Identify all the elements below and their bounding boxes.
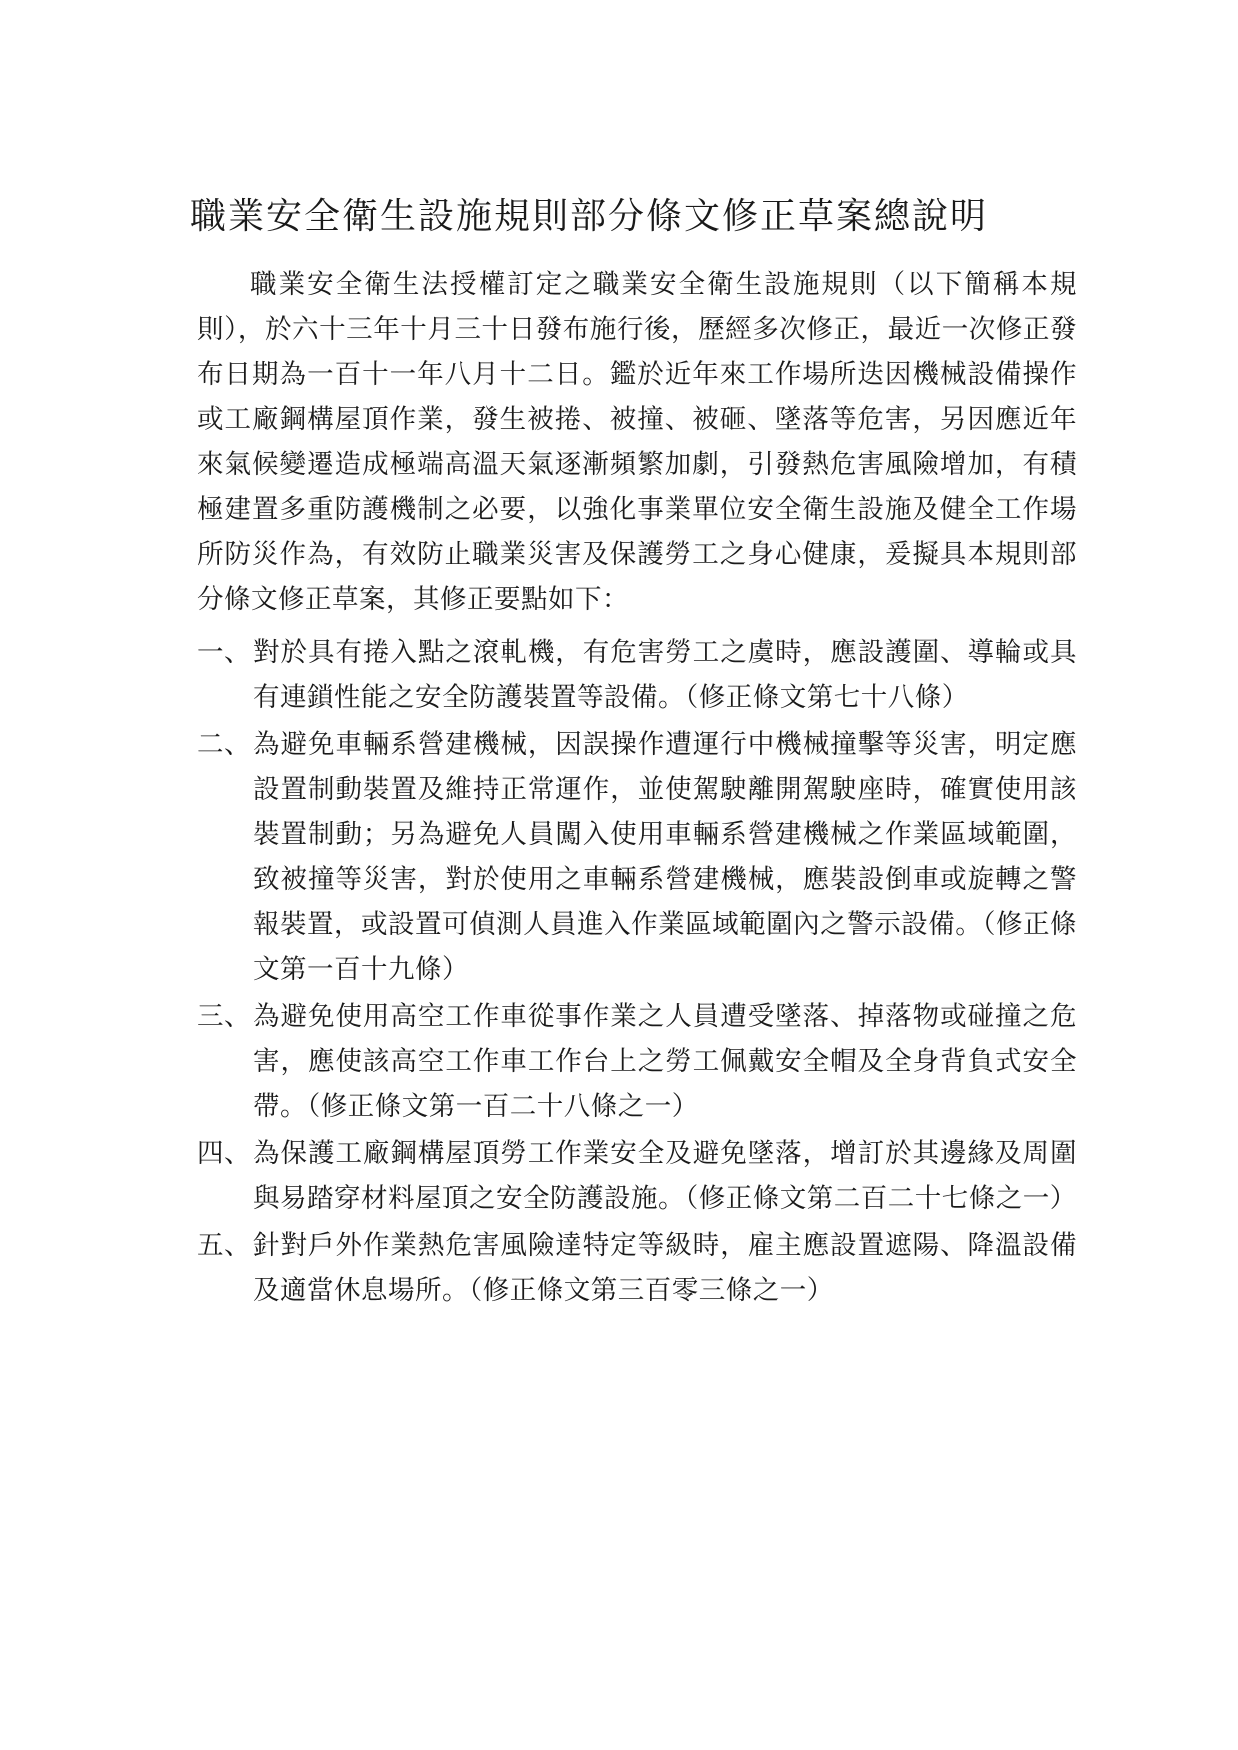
intro-paragraph: 職業安全衛生法授權訂定之職業安全衛生設施規則（以下簡稱本規則），於六十三年十月三十日發布施行後，歷經多次修正，最近一次修正發布日期為一百十一年八月十二日。鑑於近年來工作場所迭因機械設備操作或工廠鋼構屋頂作業，發生被捲、被撞、被砸、墜落等危害，另因應近年來氣候變遷造成極端高溫天氣逐漸頻繁加劇，引發熱危害風險增加，有積極建置多重防護機制之必要，以強化事業單位安全衛生設施及健全工作場所防災作為，有效防止職業災害及保護勞工之身心健康，爰擬具本規則部分條文修正草案，其修正要點如下： — [197, 269, 1077, 615]
amendment-points-list — [197, 630, 1077, 1315]
point-number: 五、 — [197, 1230, 251, 1261]
point-text: 為保護工廠鋼構屋頂勞工作業安全及避免墜落，增訂於其邊緣及周圍與易踏穿材料屋頂之安全防護設施。（修正條文第二百二十七條之一） — [253, 1138, 1077, 1214]
list-item — [197, 1131, 1077, 1221]
list-item — [197, 994, 1077, 1129]
list-item — [197, 722, 1077, 992]
point-text: 針對戶外作業熱危害風險達特定等級時，雇主應設置遮陽、降溫設備及適當休息場所。（修正條文第三百零三條之一） — [253, 1230, 1077, 1306]
list-item — [197, 630, 1077, 720]
point-number: 三、 — [197, 1001, 251, 1032]
point-number: 一、 — [197, 637, 251, 668]
point-text: 為避免使用高空工作車從事作業之人員遭受墜落、掉落物或碰撞之危害，應使該高空工作車工作台上之勞工佩戴安全帽及全身背負式安全帶。（修正條文第一百二十八條之一） — [253, 1001, 1077, 1122]
document-title: 職業安全衛生設施規則部分條文修正草案總說明 — [190, 196, 989, 237]
point-text: 為避免車輛系營建機械，因誤操作遭運行中機械撞擊等災害，明定應設置制動裝置及維持正常運作，並使駕駛離開駕駛座時，確實使用該裝置制動；另為避免人員闖入使用車輛系營建機械之作業區域範圍，致被撞等災害，對於使用之車輛系營建機械，應裝設倒車或旋轉之警報裝置，或設置可偵測人員進入作業區域範圍內之警示設備。（修正條文第一百十九條） — [253, 729, 1077, 985]
point-number: 四、 — [197, 1138, 251, 1169]
point-number: 二、 — [197, 729, 251, 760]
point-text: 對於具有捲入點之滾軋機，有危害勞工之虞時，應設護圍、導輪或具有連鎖性能之安全防護裝置等設備。（修正條文第七十八條） — [253, 637, 1077, 713]
list-item — [197, 1223, 1077, 1313]
